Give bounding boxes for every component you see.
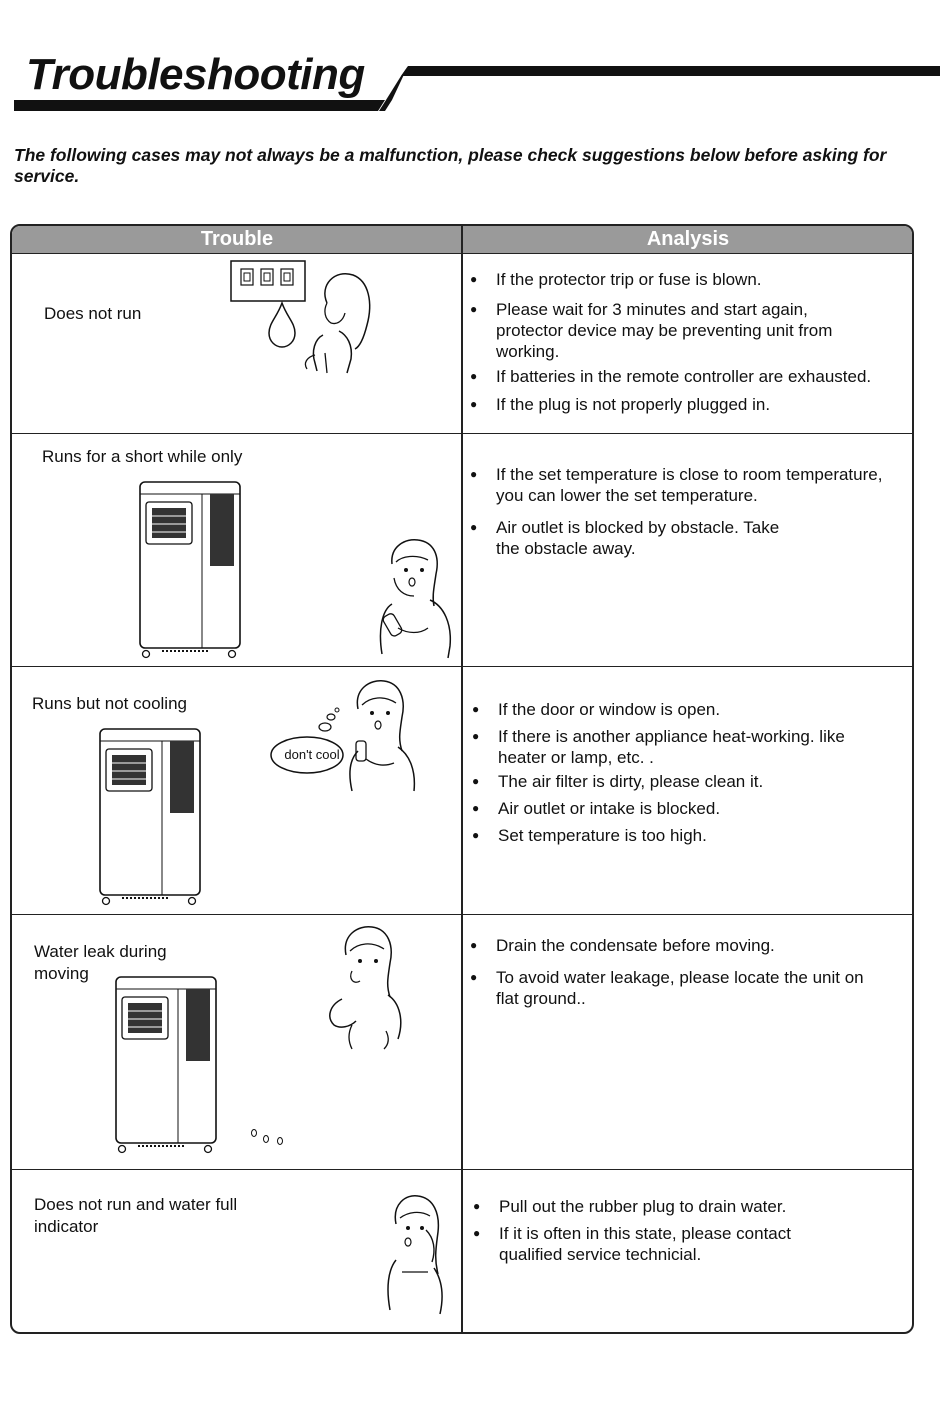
analysis-item: ● If the protector trip or fuse is blown. — [468, 269, 913, 290]
trouble-text: Water leak during moving — [34, 942, 167, 983]
troubleshooting-table — [10, 224, 914, 1334]
table-row — [12, 915, 912, 1170]
table-row — [12, 667, 912, 915]
fuse-box-icon — [227, 255, 377, 405]
thought-bubble-text: don't cool — [284, 747, 340, 762]
trouble-text: Runs but not cooling — [32, 694, 187, 713]
thought-bubble-icon — [267, 707, 352, 777]
air-conditioner-icon — [108, 969, 223, 1154]
analysis-item: ● Set temperature is too high. — [470, 825, 914, 846]
table-row — [12, 253, 912, 434]
header — [0, 0, 950, 120]
analysis-item: ● If the plug is not properly plugged in. — [468, 394, 913, 415]
analysis-list — [468, 1196, 913, 1265]
trouble-text: Runs for a short while only — [42, 447, 243, 466]
table-row — [12, 1170, 912, 1334]
analysis-item: ● If batteries in the remote controller are exhausted. — [468, 366, 913, 387]
analysis-item: ● Pull out the rubber plug to drain water. — [471, 1196, 914, 1217]
analysis-item: ● If there is another appliance heat-working. like heater or lamp, etc. . — [470, 726, 873, 768]
analysis-item: ● Air outlet or intake is blocked. — [470, 798, 914, 819]
intro-text: The following cases may not always be a malfunction, please check suggestions below before asking for service. — [14, 145, 887, 186]
analysis-list — [468, 699, 913, 846]
analysis-item: ● Air outlet is blocked by obstacle. Take the obstacle away. — [468, 517, 796, 559]
analysis-list — [468, 464, 913, 559]
water-drop-icon — [269, 303, 295, 347]
analysis-list — [468, 269, 913, 415]
analysis-list — [468, 935, 913, 1009]
air-conditioner-icon — [92, 721, 207, 906]
header-analysis: Analysis — [646, 228, 730, 250]
analysis-item: ● To avoid water leakage, please locate the unit on flat ground.. — [468, 967, 891, 1009]
header-trouble: Trouble — [200, 228, 274, 250]
remote-control-icon — [382, 612, 403, 637]
trouble-text: Does not run and water full indicator — [34, 1195, 238, 1236]
woman-icon — [372, 534, 462, 664]
analysis-item: ● Please wait for 3 minutes and start again, protector device may be preventing unit from working. — [468, 299, 851, 362]
analysis-item: ● The air filter is dirty, please clean it. — [470, 771, 914, 792]
woman-icon — [322, 921, 412, 1051]
trouble-text: Does not run — [44, 304, 142, 323]
woman-icon — [342, 675, 422, 795]
analysis-item: ● If the door or window is open. — [470, 699, 914, 720]
analysis-item: ● If it is often in this state, please contact qualified service technicial. — [471, 1223, 859, 1265]
analysis-item: ● If the set temperature is close to room temperature, you can lower the set temperature. — [468, 464, 913, 506]
page-title: Troubleshooting — [26, 50, 365, 99]
air-conditioner-icon — [132, 474, 247, 659]
woman-icon — [382, 1190, 452, 1320]
analysis-item: ● Drain the condensate before moving. — [468, 935, 913, 956]
water-drops-icon — [246, 1125, 296, 1155]
table-row — [12, 434, 912, 667]
